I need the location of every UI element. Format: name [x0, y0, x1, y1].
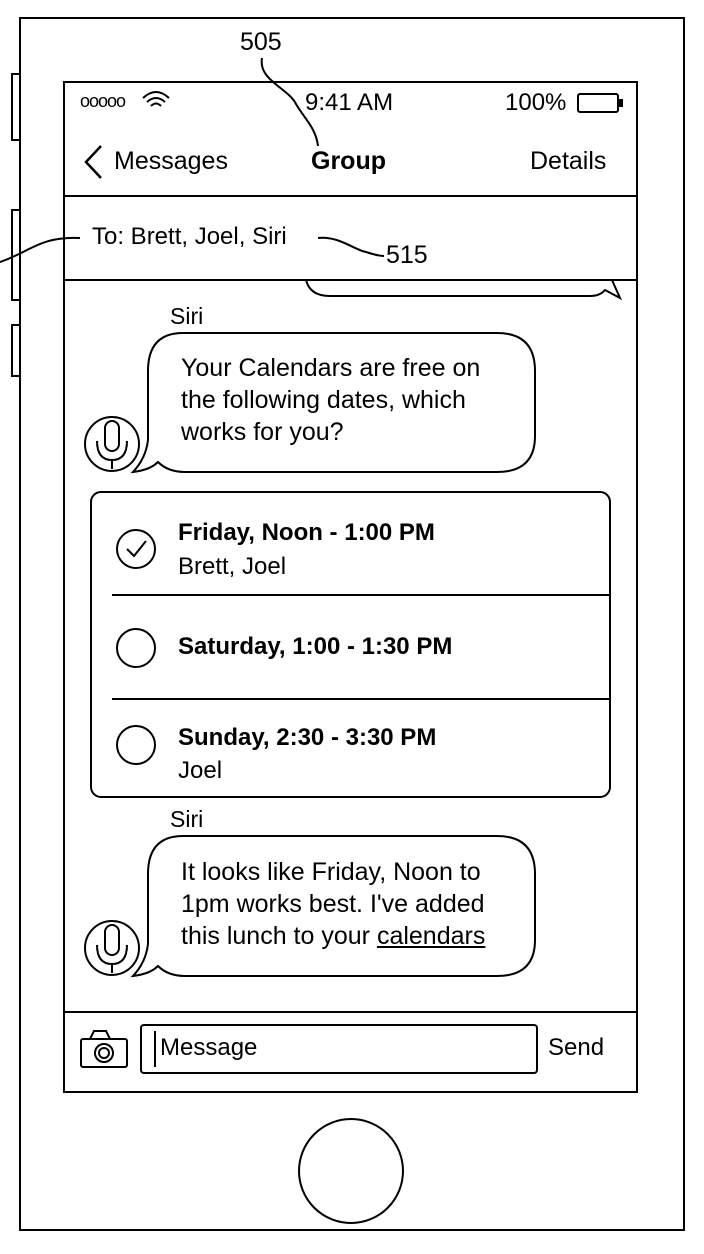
check-circle-icon[interactable]	[117, 530, 155, 568]
side-button-top	[12, 74, 20, 140]
details-button[interactable]: Details	[530, 147, 607, 175]
message-line: Your Calendars are free on	[181, 354, 481, 382]
message-input[interactable]: Message	[160, 1034, 258, 1061]
message-line: works for you?	[181, 418, 344, 446]
message-line: 1pm works best. I've added	[181, 890, 485, 918]
camera-icon[interactable]	[81, 1031, 127, 1067]
signal-strength: ooooo	[80, 91, 126, 111]
message-text	[181, 352, 480, 448]
option-title[interactable]: Saturday, 1:00 - 1:30 PM	[178, 633, 453, 660]
callout-515: 515	[386, 241, 428, 269]
calendars-link[interactable]: calendars	[376, 922, 486, 950]
microphone-icon	[85, 921, 139, 975]
status-time: 9:41 AM	[305, 89, 394, 116]
back-button[interactable]: Messages	[114, 147, 228, 175]
option-title[interactable]: Friday, Noon - 1:00 PM	[178, 519, 435, 546]
radio-circle-icon[interactable]	[117, 726, 155, 764]
sender-name: Siri	[170, 303, 204, 329]
battery-percent: 100%	[505, 89, 567, 116]
option-attendees: Brett, Joel	[178, 553, 287, 580]
wifi-icon	[143, 92, 169, 106]
side-button-lower	[12, 325, 20, 376]
send-button[interactable]: Send	[548, 1034, 605, 1061]
radio-circle-icon[interactable]	[117, 629, 155, 667]
option-attendees: Joel	[178, 757, 223, 784]
option-title[interactable]: Sunday, 2:30 - 3:30 PM	[178, 724, 437, 751]
message-line	[181, 920, 485, 952]
conversation-title: Group	[311, 147, 386, 175]
chevron-left-icon[interactable]	[86, 146, 101, 178]
microphone-icon	[85, 417, 139, 471]
sender-name: Siri	[170, 806, 204, 832]
previous-bubble-tail	[306, 280, 620, 298]
recipients-field[interactable]: To: Brett, Joel, Siri	[92, 223, 287, 250]
home-button[interactable]	[299, 1119, 403, 1223]
message-line-text: this lunch to your	[181, 922, 377, 950]
callout-515-leader	[318, 238, 384, 256]
message-line: It looks like Friday, Noon to	[181, 858, 481, 886]
callout-505: 505	[240, 28, 282, 56]
battery-icon	[578, 94, 623, 112]
message-line: the following dates, which	[181, 386, 466, 414]
message-text	[181, 856, 485, 952]
